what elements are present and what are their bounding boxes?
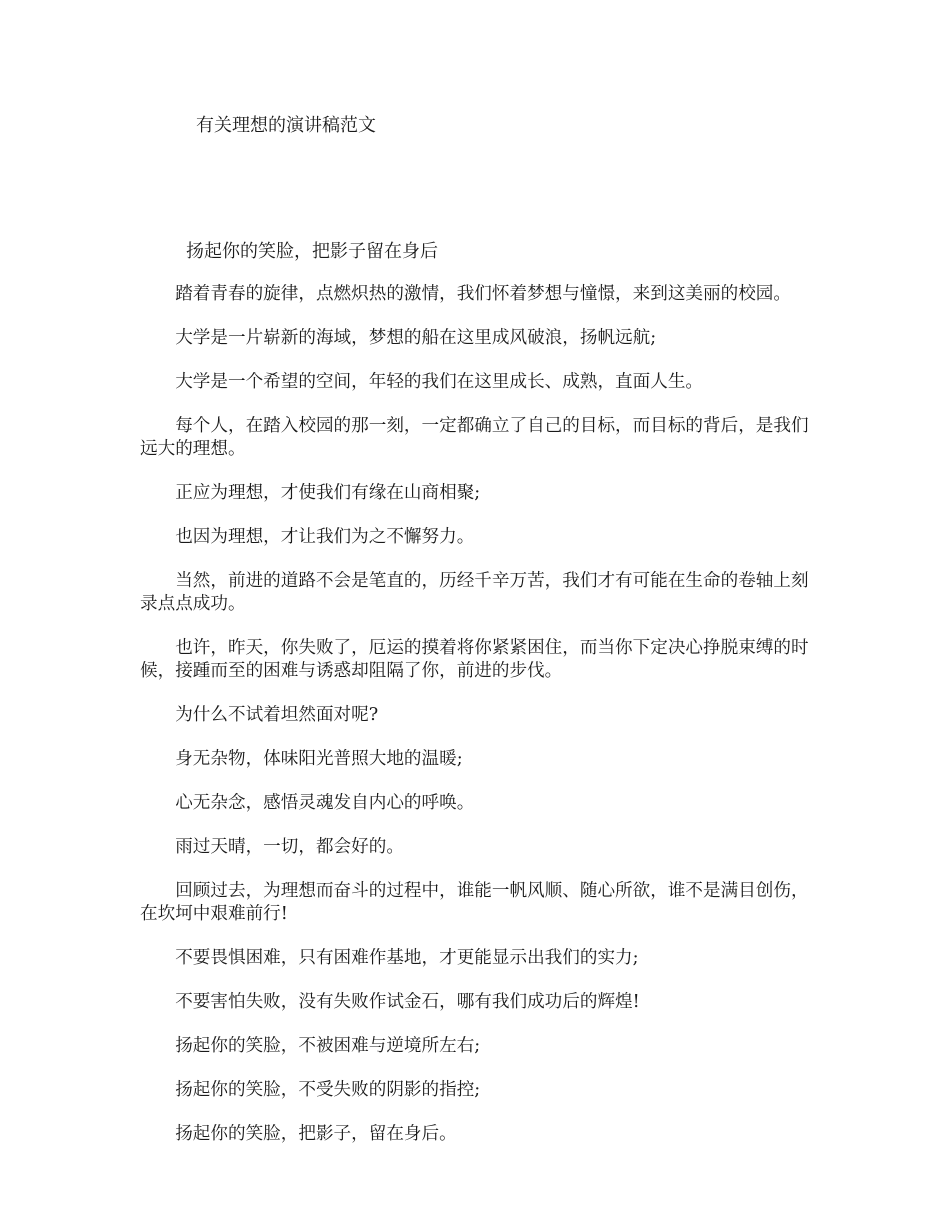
paragraph: 当然，前进的道路不会是笔直的，历经千辛万苦，我们才有可能在生命的卷轴上刻录点点成功。 xyxy=(140,571,809,614)
paragraph: 心无杂念，感悟灵魂发自内心的呼唤。 xyxy=(175,793,475,813)
paragraph: 也许，昨天，你失败了，厄运的摸着将你紧紧困住，而当你下定决心挣脱束缚的时候，接踵而至的困难与诱惑却阻隔了你，前进的步伐。 xyxy=(140,638,809,681)
document-title: 有关理想的演讲稿范文 xyxy=(196,115,376,136)
paragraph: 踏着青春的旋律，点燃炽热的激情，我们怀着梦想与憧憬，来到这美丽的校园。 xyxy=(175,284,791,304)
paragraph: 回顾过去，为理想而奋斗的过程中，谁能一帆风顺、随心所欲，谁不是满目创伤，在坎坷中艰难前行! xyxy=(140,881,809,924)
paragraph: 不要畏惧困难，只有困难作基地，才更能显示出我们的实力; xyxy=(175,948,639,968)
paragraph: 每个人，在踏入校园的那一刻，一定都确立了自己的目标，而目标的背后，是我们远大的理想。 xyxy=(140,416,809,459)
paragraph: 正应为理想，才使我们有缘在山商相聚; xyxy=(175,483,481,503)
paragraph: 不要害怕失败，没有失败作试金石，哪有我们成功后的辉煌! xyxy=(175,992,640,1012)
paragraph: 也因为理想，才让我们为之不懈努力。 xyxy=(175,527,475,547)
paragraph: 大学是一片崭新的海域，梦想的船在这里成风破浪，扬帆远航; xyxy=(175,328,657,348)
paragraph: 扬起你的笑脸，把影子，留在身后。 xyxy=(175,1124,457,1144)
document-body xyxy=(140,283,820,1167)
paragraph: 大学是一个希望的空间，年轻的我们在这里成长、成熟，直面人生。 xyxy=(175,372,704,392)
paragraph: 身无杂物，体味阳光普照大地的温暖; xyxy=(175,749,463,769)
document-subtitle: 扬起你的笑脸，把影子留在身后 xyxy=(186,241,438,262)
paragraph: 扬起你的笑脸，不被困难与逆境所左右; xyxy=(175,1036,481,1056)
paragraph: 为什么不试着坦然面对呢? xyxy=(175,705,379,725)
paragraph: 雨过天晴，一切，都会好的。 xyxy=(175,837,404,857)
paragraph: 扬起你的笑脸，不受失败的阴影的指控; xyxy=(175,1080,481,1100)
